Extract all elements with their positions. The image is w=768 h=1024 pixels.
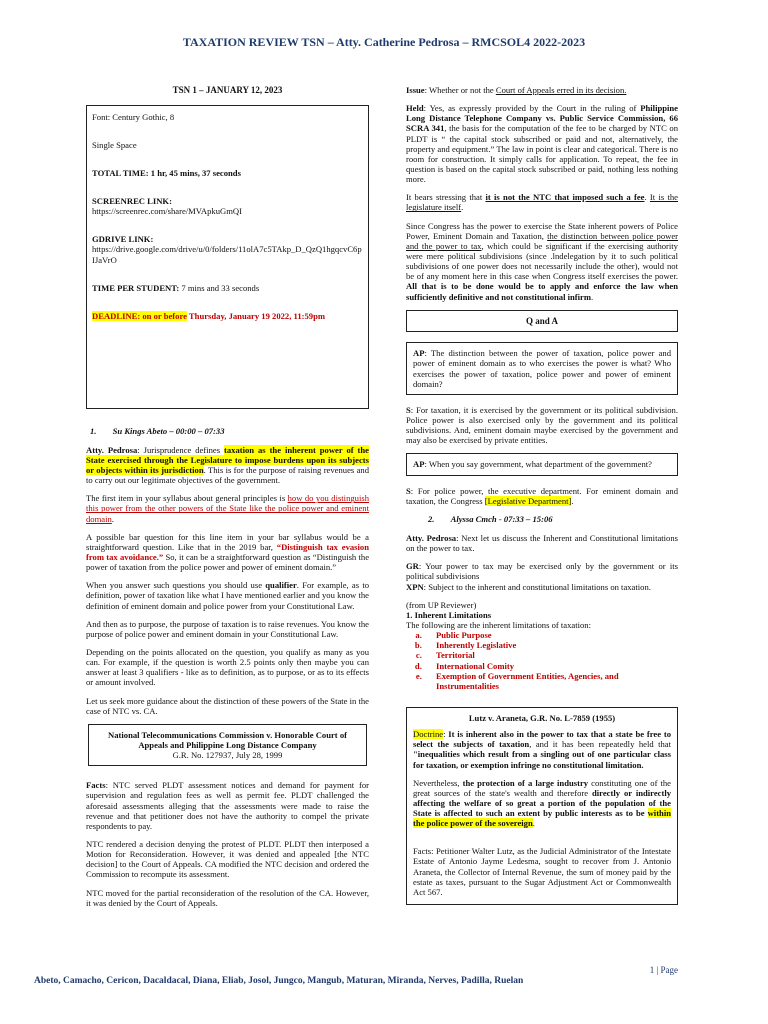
xpn-text: : Subject to the inherent and constitutional limitations on taxation. [423, 581, 651, 592]
limitation-item: b. Inherently Legislative [424, 640, 678, 650]
gr-label: GR [406, 561, 419, 572]
nev-text-c: . [532, 818, 535, 829]
held-case-name: Philippine Long Distance Telephone Company vs. Public Service Commission, 66 SCRA 341 [406, 103, 678, 134]
gdrive-label: GDRIVE LINK: [92, 234, 154, 245]
paragraph-definition [86, 445, 369, 486]
inherent-limitations-title: 1. Inherent Limitations [406, 609, 492, 620]
stress-text-c: . [461, 202, 464, 213]
atty-text-2: : Next let us discuss the Inherent and Constitutional limitations on the power to tax. [406, 532, 678, 554]
case-box-lutz [406, 707, 678, 905]
p2-text-b: . [111, 513, 114, 524]
nevertheless-paragraph [413, 778, 671, 829]
gr-line [406, 561, 678, 581]
qa-heading-box: Q and A [406, 310, 678, 333]
held-text-b: , the basis for the computation of the fee to be charged by NTC on PLDT is “ the capital stock subscribed or paid and not, alternatively, the property and equipment.” The law in point is clear and categorical. There is no room for construction. It simply calls for application. To repeat, the fee in question is based on the capital stock subscribed or paid, nothing less nothing more. [406, 123, 678, 185]
paragraph-points: Depending on the points allocated on the question, you qualify as many as you can. For example, if the question is worth 2.5 points only then maybe you can answer at least 3 qualifiers - like as to definition, as to purpose, or as to its effects or amount involved. [86, 647, 369, 688]
bar-question-red: “Distinguish tax evasion from tax avoidance.” [86, 541, 369, 563]
ap-question-1 [413, 348, 671, 389]
s-text-2b: . [571, 495, 574, 506]
case-title-ntc: National Telecommunications Commission v. Honorable Court of Appeals and Philippine Long Distance Company [108, 729, 347, 750]
from-up-reviewer: (from UP Reviewer) [406, 599, 477, 610]
facts-text: : NTC served PLDT assessment notices and demand for payment for supervision and regulation fees as well as permit fee. PLDT challenged the aforesaid assessments alleging that the assessments were made to raise the revenue and that petitioner does not have the authority to compel the private respondents to pay. [86, 780, 369, 831]
issue-paragraph [406, 85, 678, 95]
paragraph-purpose: And then as to purpose, the purpose of taxation is to raise revenues. You know the purpose of police power and eminent domain in your Constitutional Law. [86, 618, 369, 639]
p3-text-b: So, it can be a straightforward question as “Distinguish the power of taxation from the police power and power of eminent domain.” [86, 552, 370, 573]
facts-paragraph [86, 780, 369, 831]
p3-text-a: A possible bar question for this line item in your bar syllabus would be a straightforward question. Like that in the 2019 bar, [86, 531, 369, 552]
atty-label-2: Atty. Pedrosa [406, 532, 457, 543]
held-text-a: : Yes, as expressly provided by the Court in the ruling of [423, 103, 641, 114]
doctrine-bold-2: "inequalities which result from a singling out of one particular class for taxation, or exemption infringe no constitutional limitation. [413, 749, 671, 770]
s-text-2a: : For police power, the executive department. For eminent domain and taxation, the Congress [406, 485, 678, 506]
legislative-highlight: [Legislative Department] [484, 495, 572, 506]
since-text-c: . [591, 291, 594, 302]
limitation-item: c. Territorial [424, 650, 678, 660]
speaker-1-text: Su Kings Abeto – 00:00 – 07:33 [112, 425, 225, 436]
paragraph-bar-question [86, 532, 369, 573]
deadline-value: Thursday, January 19 2022, 11:59pm [186, 310, 326, 321]
nev-bold-1: the protection of a large industry [462, 777, 589, 788]
atty-paragraph-2 [406, 533, 678, 553]
syllabus-item-red: how do you distinguish this power from the other powers of the State like the police power and eminent domain [86, 493, 369, 524]
ap-text-1: : The distinction between the power of taxation, police power and power of eminent domain as to who exercises the power is what? Who exercises the power of taxation, police power and power of eminent domain? [413, 348, 671, 389]
stress-bold-underlined: it is not the NTC that imposed such a fee [485, 192, 645, 203]
police-power-highlight: within the police power of the sovereign [413, 808, 671, 829]
page-number: 1 | Page [649, 965, 678, 975]
paragraph-ntc-intro: Let us seek more guidance about the distinction of these powers of the State in the case of NTC vs. CA. [86, 695, 369, 716]
stress-text-b: . [644, 192, 650, 203]
ap-text-2: : When you say government, what department of the government? [424, 459, 652, 470]
doctrine-text-b: , and it has been repeatedly held that [529, 739, 671, 750]
case-box-ntc [88, 724, 367, 766]
paragraph-syllabus [86, 493, 369, 523]
taxation-definition-highlight: taxation as the inherent power of the State exercised through the Legislature to impose burdens upon its subjects or objects within its jurisdiction [86, 444, 369, 476]
xpn-label: XPN [406, 581, 424, 592]
facts-label: Facts [86, 780, 106, 791]
congress-paragraph [406, 221, 678, 302]
speaker-atty: Atty. Pedrosa [86, 444, 138, 455]
limitations-list [416, 630, 678, 691]
nev-text-a: Nevertheless, [413, 777, 463, 788]
since-text-a: Since Congress has the power to exercise the State inherent powers of Police Power, Eminent Domain and Taxation, [406, 220, 678, 241]
gr-text: : Your power to tax may be exercised only by the government or its political subdivisions [406, 561, 678, 582]
p2-text-a: The first item in your syllabus about general principles is [86, 493, 288, 504]
held-paragraph [406, 103, 678, 184]
time-per-student [92, 283, 363, 293]
held-label: Held [406, 103, 424, 114]
tsn-title: TSN 1 – JANUARY 12, 2023 [172, 85, 283, 95]
facts-paragraph-3: NTC moved for the partial reconsideration of the resolution of the CA. However, it was denied by the Court of Appeals. [86, 887, 369, 908]
s-text-1: : For taxation, it is exercised by the government or its political subdivision. Police power is also exercised only by the government and its political subdivisions. And, eminent domain maybe exercised by the government and may also be exercised by private entities. [406, 404, 678, 446]
stress-paragraph [406, 192, 678, 212]
right-column [406, 80, 678, 905]
doctrine-bold-1: It is inherent also in the power to tax that a state be free to select the subjects of taxation [413, 729, 671, 750]
facts-paragraph-2: NTC rendered a decision denying the protest of PLDT. PLDT then interposed a Motion for Reconsideration. However, it was denied and appealed [the NTC decision] to the Court of Appeals. CA modified the NTC decision and ordered the Commission to recompute its assessment. [86, 838, 369, 880]
screenrec-link[interactable]: https://screenrec.com/share/MVApkuGmQI [92, 206, 242, 217]
speaker-2 [428, 514, 678, 524]
ap-question-box-1 [406, 342, 678, 395]
since-underlined: the distinction between police power and the power to tax [406, 230, 679, 251]
page-header: TAXATION REVIEW TSN – Atty. Catherine Pedrosa – RMCSOL4 2022-2023 [182, 35, 586, 49]
stress-text-a: It bears stressing that [406, 192, 486, 203]
issue-label: Issue [406, 85, 425, 95]
speaker-1-number: 1. [90, 425, 97, 436]
ap-label-2: AP [413, 459, 425, 470]
ap-question-2 [413, 459, 671, 469]
font-info: Font: Century Gothic, 8 [92, 111, 175, 122]
doctrine-text-a: : [443, 729, 449, 740]
p1-text-a: : Jurisprudence defines [137, 444, 224, 455]
deadline [92, 311, 363, 321]
doctrine-paragraph [413, 729, 671, 770]
xpn-line [406, 582, 678, 592]
student-answer-1 [406, 405, 678, 446]
p1-text-b: . This is for the purpose of raising revenues and to carry out our legitimate objectives of the government. [86, 465, 369, 486]
s-label-2: S [406, 485, 411, 496]
limitation-item: d. International Comity [424, 661, 678, 671]
deadline-label: DEADLINE: on or before [92, 310, 187, 321]
screenrec-label: SCREENREC LINK: [92, 196, 172, 207]
student-answer-2 [406, 486, 678, 506]
time-per-student-label: TIME PER STUDENT: [92, 282, 180, 293]
s-label-1: S [406, 404, 411, 415]
issue-text-a: : Whether or not the [424, 85, 496, 95]
case-citation-ntc: G.R. No. 127937, July 28, 1999 [172, 750, 283, 761]
p4-text-b: . For example, as to definition, power of taxation like what I have mentioned earlier and you know the definition of eminent domain and police power from your Constitutional Law. [86, 580, 370, 611]
qualifier-bold: qualifier [265, 580, 297, 591]
doctrine-label: Doctrine [413, 729, 444, 740]
paragraph-qualifier [86, 580, 369, 610]
total-time-label: TOTAL TIME: [92, 167, 149, 178]
nev-bold-2: directly or indirectly affecting the welfare of so great a portion of the population of the State is affected to such an extent by public interests as to be [413, 787, 671, 819]
spacing-info: Single Space [92, 139, 137, 150]
limitation-item: e. Exemption of Government Entities, Agencies, and Instrumentalities [424, 671, 678, 691]
ap-label-1: AP [413, 348, 425, 359]
left-column [86, 80, 369, 916]
speaker-1 [90, 426, 369, 436]
nev-text-b: constituting one of the great sources of the state's wealth and therefore [413, 777, 671, 798]
gdrive-link[interactable]: https://drive.google.com/drive/u/0/folders/11olA7c5TAkp_D_QzQ1hgqcvC6pIJaVrO [92, 244, 362, 265]
speaker-2-text: Alyssa Cmch - 07:33 – 15:06 [450, 513, 553, 524]
footer-names: Abeto, Camacho, Cericon, Dacaldacal, Diana, Eliab, Josol, Jungco, Mangub, Maturan, Miranda, Nerves, Padilla, Ruelan [34, 976, 524, 986]
speaker-2-number: 2. [428, 513, 435, 524]
info-box [86, 105, 369, 409]
lutz-facts: Facts: Petitioner Walter Lutz, as the Judicial Administrator of the Intestate Estate of Antonio Jayme Ledesma, sought to recover from J. Antonio Araneta, the Collector of Internal Revenue, the sum of money paid by the estate as taxes, pursuant to the Sugar Adjustment Act or Commonwealth Act 567. [413, 846, 671, 897]
p4-text-a: When you answer such questions you should use [86, 580, 266, 591]
issue-text-underlined: Court of Appeals erred in its decision. [495, 85, 627, 95]
time-per-student-value: 7 mins and 33 seconds [179, 282, 260, 293]
total-time [92, 168, 363, 178]
since-bold: All that is to be done would be to apply and enforce the law when sufficiently definitive and not constitutional infirm [406, 281, 678, 302]
inherent-intro: The following are the inherent limitations of taxation: [406, 619, 591, 630]
ap-question-box-2 [406, 453, 678, 475]
case-title-lutz: Lutz v. Araneta, G.R. No. L-7859 (1955) [468, 712, 616, 723]
total-time-value: 1 hr, 45 mins, 37 seconds [148, 167, 241, 178]
limitation-item: a. Public Purpose [424, 630, 678, 640]
since-text-b: , which could be significant if the exercising authority were mere political subdivisions (since .lndelegation by it to such political subdivisions of one power does not necessarily include the other), would not be of any moment here in this case when Congress itself exercises the power. [406, 240, 678, 282]
stress-underlined: It is the legislature itself [406, 192, 678, 213]
